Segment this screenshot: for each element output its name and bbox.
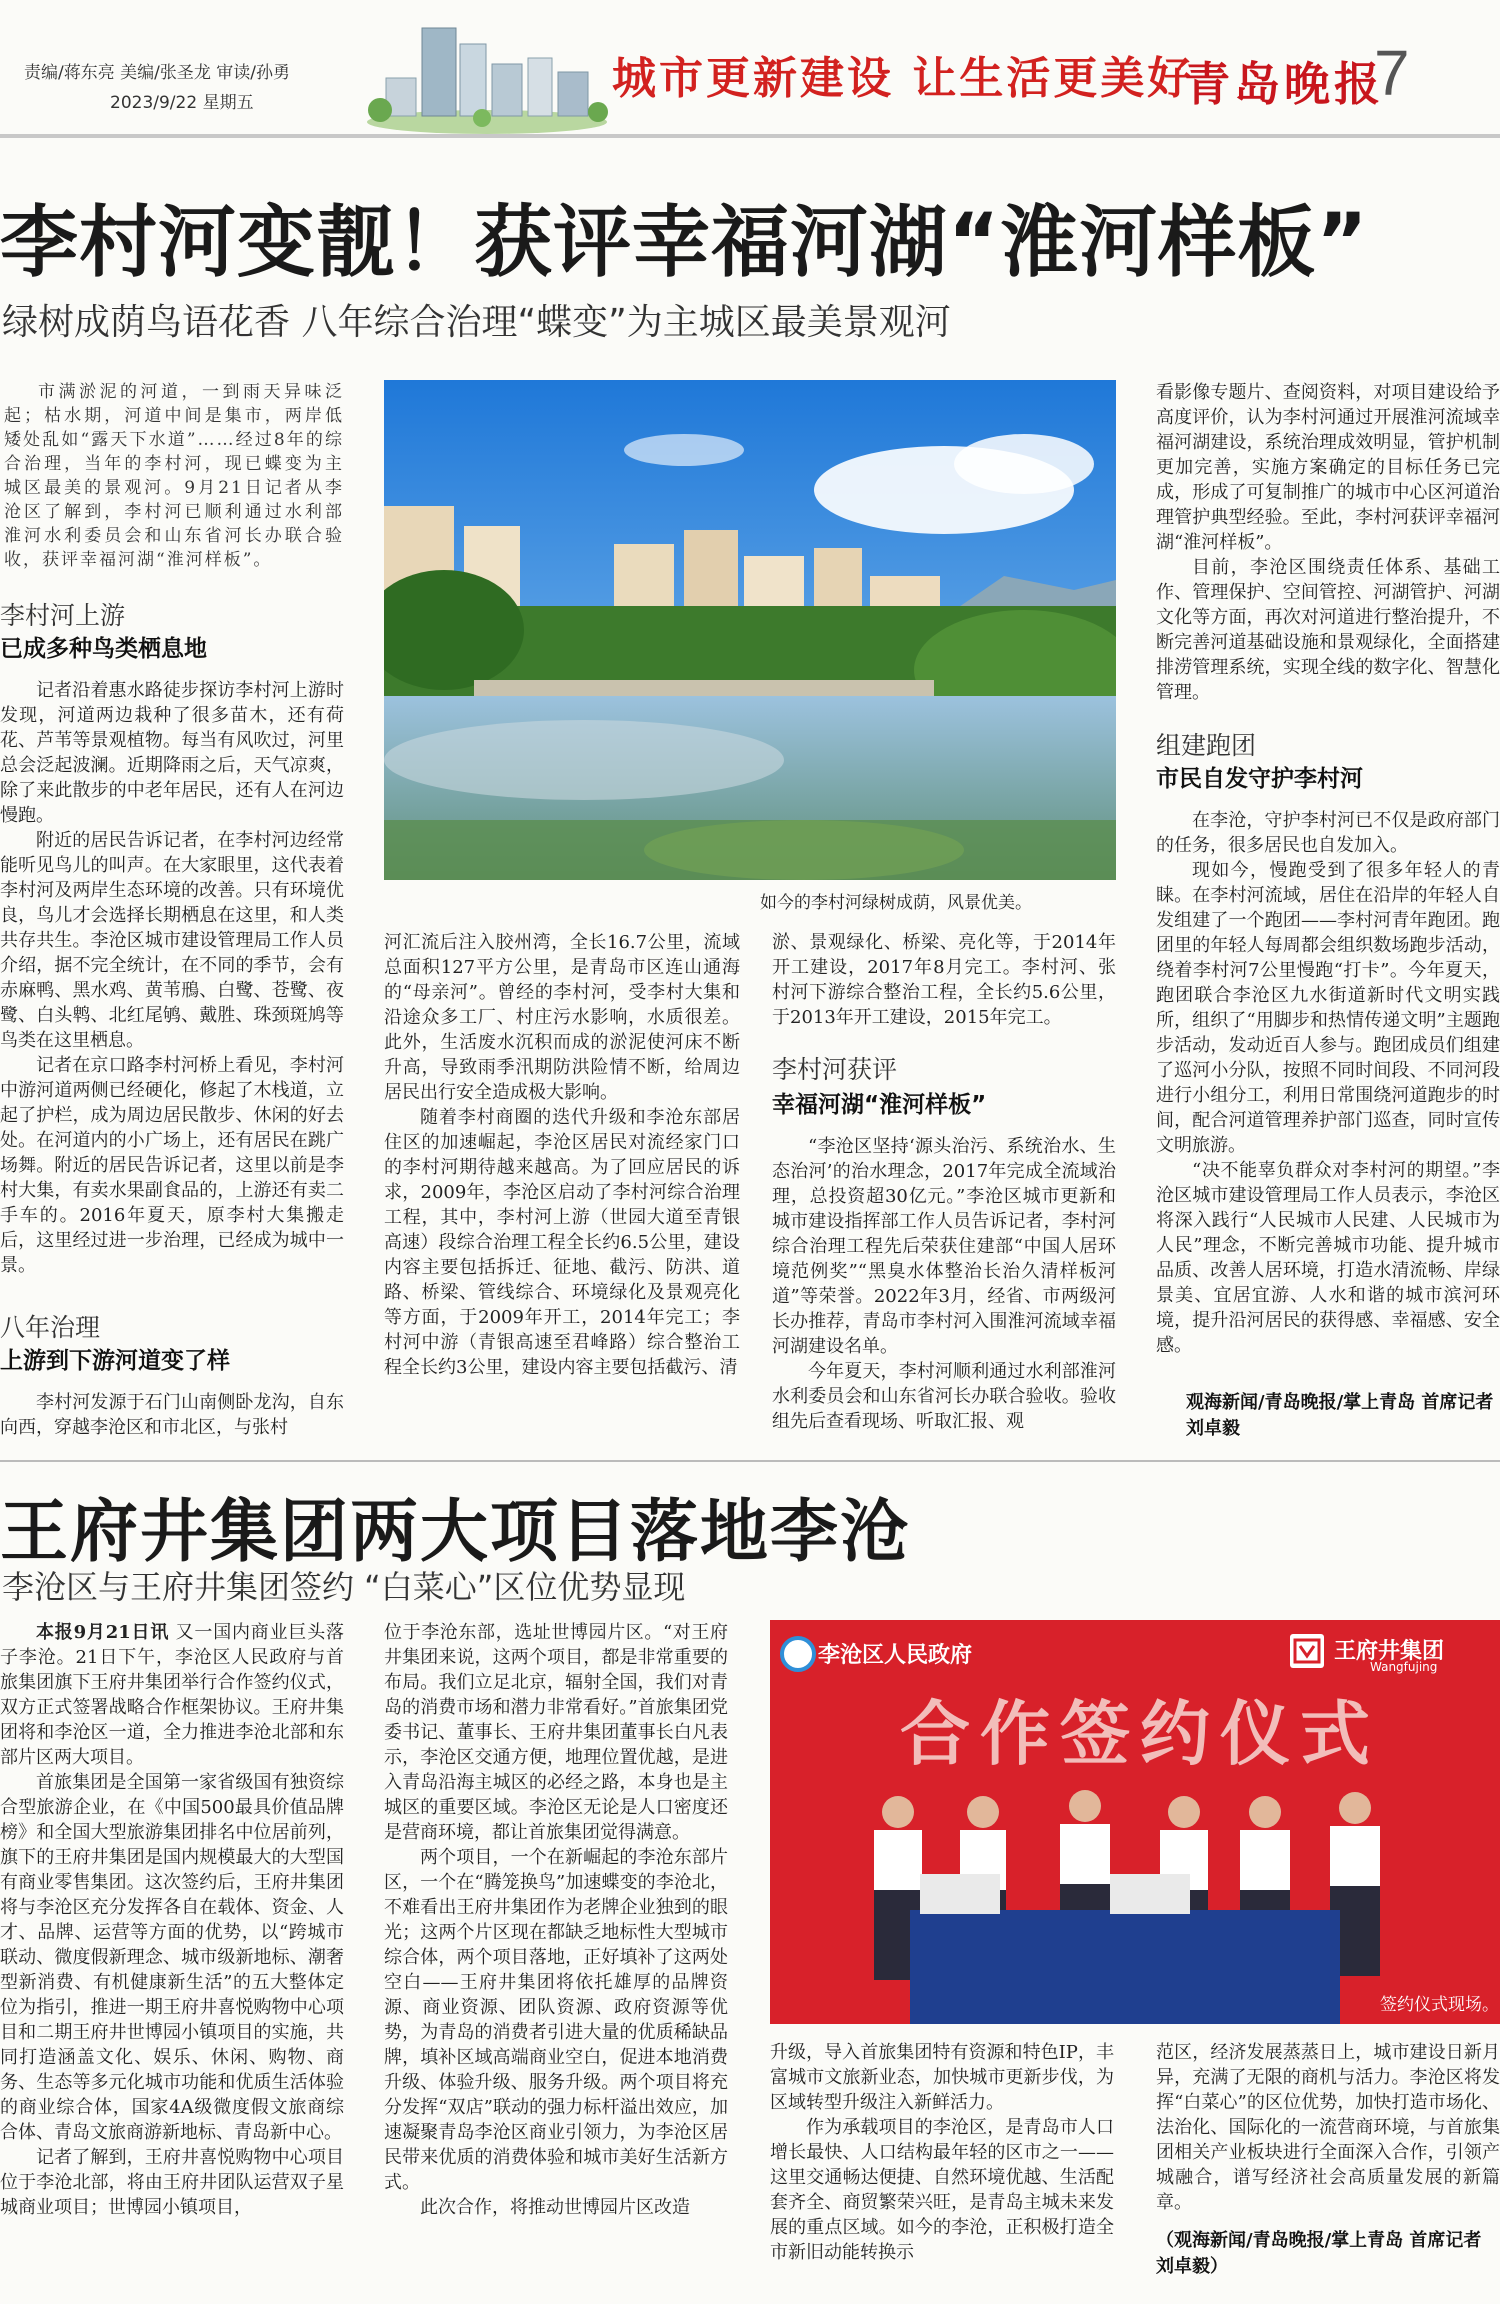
photo1-caption: 如今的李村河绿树成荫，风景优美。 bbox=[760, 893, 1032, 913]
editor-credits: 责编/蒋东亮 美编/张圣龙 审读/孙勇 bbox=[24, 63, 290, 83]
city-skyline-illustration bbox=[362, 18, 612, 136]
body-paragraph: 在李沧，守护李村河已不仅是政府部门的任务，很多居民也自发加入。 bbox=[1156, 810, 1500, 856]
section2-title: 八年治理 bbox=[0, 1313, 101, 1342]
signing-ceremony-photo bbox=[770, 1620, 1500, 2024]
body-paragraph: 升级，导入首旅集团特有资源和特色IP，丰富城市文旅新业态，加快城市更新步伐，为区域转型升级注入新鲜活力。 bbox=[770, 2042, 1114, 2113]
article1-subhead: 绿树成荫鸟语花香 八年综合治理“蝶变”为主城区最美景观河 bbox=[2, 302, 951, 343]
section4-subtitle: 市民自发守护李村河 bbox=[1156, 766, 1363, 792]
body-paragraph: 附近的居民告诉记者，在李村河边经常能听见鸟儿的叫声。在大家眼里，这代表着李村河及两岸生态环境的改善。只有环境优良，鸟儿才会选择长期栖息在这里，和人类共存共生。李沧区城市建设管理局工作人员介绍，据不完全统计，在不同的季节，会有赤麻鸭、黑水鸡、黄苇鳽、白鹭、苍鹭、夜鹭、白头鹎、北红尾鸲、戴胜、珠颈斑鸠等鸟类在这里栖息。 bbox=[0, 830, 344, 1051]
body-paragraph: 现如今，慢跑受到了很多年轻人的青睐。在李村河流域，居住在沿岸的年轻人自发组建了一个跑团——李村河青年跑团。跑团里的年轻人每周都会组织数场跑步活动，绕着李村河7公里慢跑“打卡”。今年夏天，跑团联合李沧区九水街道新时代文明实践所，组织了“用脚步和热情传递文明”主题跑步活动，发动近百人参与。跑团成员们组建了巡河小分队，按照不同时间段、不同河段进行小组分工，利用日常围绕河道跑步的时间，配合河道管理养护部门巡查，同时宣传文明旅游。 bbox=[1156, 860, 1500, 1156]
body-paragraph: 范区，经济发展蒸蒸日上，城市建设日新月异，充满了无限的商机与活力。李沧区将发挥“白菜心”的区位优势，加快打造市场化、法治化、国际化的一流营商环境，与首旅集团相关产业板块进行全面深入合作，引领产城融合，谱写经济社会高质量发展的新篇章。 bbox=[1156, 2042, 1500, 2213]
lead-paragraph: 市满淤泥的河道，一到雨天异味泛起；枯水期，河道中间是集市，两岸低矮处乱如“露天下水道”……经过8年的综合治理，当年的李村河，现已蝶变为主城区最美的景观河。9月21日记者从李沧区了解到，李村河已顺利通过水利部淮河水利委员会和山东省河长办联合验收，获评幸福河湖“淮河样板”。 bbox=[4, 382, 344, 570]
body-paragraph bbox=[0, 1620, 344, 1770]
body-paragraph: 位于李沧东部，选址世博园片区。“对王府井集团来说，这两个项目，都是非常重要的布局。我们立足北京，辐射全国，我们对青岛的消费市场和潜力非常看好。”首旅集团党委书记、董事长、王府井集团董事长白凡表示，李沧区交通方便，地理位置优越，是进入青岛沿海主城区的必经之路，本身也是主城区的重要区域。李沧区无论是人口密度还是营商环境，都让首旅集团觉得满意。 bbox=[384, 1622, 728, 1843]
body-paragraph: 淤、景观绿化、桥梁、亮化等，于2014年开工建设，2017年8月完工。李村河、张村河下游综合整治工程，全长约5.6公里，于2013年开工建设，2015年完工。 bbox=[772, 932, 1116, 1026]
article2-subhead: 李沧区与王府井集团签约 “白菜心”区位优势显现 bbox=[2, 1568, 686, 1606]
article1-byline: 观海新闻/青岛晚报/掌上青岛 首席记者 刘卓毅 bbox=[1186, 1392, 1494, 1439]
body-paragraph: 记者沿着惠水路徒步探访李村河上游时发现，河道两边栽种了很多苗木，还有荷花、芦苇等景观植物。每当有风吹过，河里总会泛起波澜。近期降雨之后，天气凉爽，除了来此散步的中老年居民，还有人在河边慢跑。 bbox=[0, 680, 344, 826]
article2-col2-body bbox=[384, 1620, 728, 2304]
body-paragraph: “决不能辜负群众对李村河的期望。”李沧区城市建设管理局工作人员表示，李沧区将深入践行“人民城市人民建、人民城市为人民”理念，不断完善城市功能、提升城市品质、改善人居环境，打造水清流畅、岸绿景美、宜居宜游、人水和谐的城市滨河环境，提升沿河居民的获得感、幸福感、安全感。 bbox=[1156, 1160, 1500, 1356]
page-number: 7 bbox=[1374, 37, 1410, 109]
article1-headline: 李村河变靓！获评幸福河湖“淮河样板” bbox=[0, 198, 1369, 288]
body-paragraph: 两个项目，一个在新崛起的李沧东部片区，一个在“腾笼换鸟”加速蝶变的李沧北，不难看出王府井集团作为老牌企业独到的眼光；这两个片区现在都缺乏地标性大型城市综合体，两个项目落地，正好填补了这两处空白——王府井集团将依托雄厚的品牌资源、商业资源、团队资源、政府资源等优势，为青岛的消费者引进大量的优质稀缺品牌，填补区域高端商业空白，促进本地消费升级、体验升级、服务升级。两个项目将充分发挥“双店”联动的强力标杆溢出效应，加速凝聚青岛李沧区商业引领力，为李沧区居民带来优质的消费体验和城市美好生活新方式。 bbox=[384, 1847, 728, 2193]
body-paragraph: 作为承载项目的李沧区，是青岛市人口增长最快、人口结构最年轻的区市之一——这里交通畅达便捷、自然环境优越、生活配套齐全、商贸繁荣兴旺，是青岛主城未来发展的重点区域。如今的李沧，正积极打造全市新旧动能转换示 bbox=[770, 2117, 1114, 2263]
article2-headline: 王府井集团两大项目落地李沧 bbox=[0, 1493, 911, 1572]
river-landscape-photo bbox=[384, 380, 1116, 880]
article2-col4-body bbox=[1156, 2040, 1500, 2222]
government-emblem-icon bbox=[780, 1636, 816, 1672]
body-paragraph: 记者在京口路李村河桥上看见，李村河中游河道两侧已经硬化，修起了木栈道，立起了护栏，成为周边居民散步、休闲的好去处。在河道内的小广场上，还有居民在跳广场舞。附近的居民告诉记者，这里以前是李村大集，有卖水果副食品的，上游还有卖二手车的。2016年夏天，原李村大集搬走后，这里经过进一步治理，已经成为城中一景。 bbox=[0, 1055, 344, 1276]
photo2-caption: 签约仪式现场。 bbox=[1380, 1995, 1499, 2015]
body-paragraph: 首旅集团是全国第一家省级国有独资综合型旅游企业，在《中国500最具价值品牌榜》和全国大型旅游集团排名中位居前列，旗下的王府井集团是国内规模最大的大型国有商业零售集团。这次签约后，王府井集团将与李沧区充分发挥各自在载体、资金、人才、品牌、运营等方面的优势，以“跨城市联动、微度假新理念、城市级新地标、潮奢型新消费、有机健康新生活”的五大整体定位为指引，推进一期王府井喜悦购物中心项目和二期王府井世博园小镇项目的实施，共同打造涵盖文化、娱乐、休闲、购物、商务、生态等多元化城市功能和优质生活体验的商业综合体，国家4A级微度假文旅商综合体、青岛文旅商游新地标、青岛新中心。 bbox=[0, 1772, 344, 2143]
body-paragraph: 记者了解到，王府井喜悦购物中心项目位于李沧北部，将由王府井团队运营双子星城商业项目；世博园小镇项目， bbox=[0, 2147, 344, 2218]
photo-banner-left: 李沧区人民政府 bbox=[818, 1643, 973, 1668]
article1-col1-body bbox=[0, 678, 344, 1308]
article-divider bbox=[0, 1460, 1500, 1462]
page-slogan: 城市更新建设 让生活更美好 bbox=[612, 53, 1195, 104]
article2-col3-body bbox=[770, 2040, 1114, 2304]
wangfujing-logo-icon bbox=[1290, 1634, 1324, 1668]
masthead-divider bbox=[0, 134, 1500, 138]
article1-col4-lower bbox=[1156, 808, 1500, 1388]
photo-banner-right: 王府井集团 bbox=[1334, 1639, 1445, 1664]
body-paragraph: 河汇流后注入胶州湾，全长16.7公里，流域总面积127平方公里，是青岛市区连山通海的“母亲河”。曾经的李村河，受李村大集和沿途众多工厂、村庄污水影响，水质很差。此外，生活废水沉积而成的淤泥使河床不断升高，导致雨季汛期防洪险情不断，给周边居民出行安全造成极大影响。 bbox=[384, 932, 740, 1103]
photo-banner-right-en: Wangfujing bbox=[1370, 1660, 1438, 1674]
body-paragraph: 看影像专题片、查阅资料，对项目建设给予高度评价，认为李村河通过开展淮河流域幸福河湖建设，系统治理成效明显，管护机制更加完善，实施方案确定的目标任务已完成，形成了可复制推广的城市中心区河道治理管护典型经验。至此，李村河获评幸福河湖“淮河样板”。 bbox=[1156, 382, 1500, 553]
issue-date: 2023/9/22 星期五 bbox=[110, 93, 254, 113]
article2-byline: （观海新闻/青岛晚报/掌上青岛 首席记者 刘卓毅） bbox=[1156, 2230, 1482, 2277]
body-paragraph: 此次合作，将推动世博园片区改造 bbox=[420, 2197, 690, 2218]
ceremony-backdrop-title: 合作签约仪式 bbox=[900, 1693, 1380, 1775]
article1-col2-body bbox=[384, 930, 740, 1440]
body-paragraph: 目前，李沧区围绕责任体系、基础工作、管理保护、空间管控、河湖管护、河湖文化等方面，再次对河道进行整治提升，不断完善河道基础设施和景观绿化，全面搭建排涝管理系统，实现全线的数字化、智慧化管理。 bbox=[1156, 557, 1500, 703]
article1-col3-body bbox=[772, 1134, 1116, 1440]
body-text: 又一国内商业巨头落子李沧。21日下午，李沧区人民政府与首旅集团旗下王府井集团举行合作签约仪式，双方正式签署战略合作框架协议。王府井集团将和李沧区一道，全力推进李沧北部和东部片区两大项目。 bbox=[0, 1622, 344, 1768]
section2-subtitle: 上游到下游河道变了样 bbox=[0, 1348, 230, 1374]
ceremony-people-illustration bbox=[770, 1770, 1500, 2024]
section4-title: 组建跑团 bbox=[1156, 731, 1257, 760]
page-credits bbox=[24, 58, 290, 118]
newspaper-name: 青岛晚报 bbox=[1184, 57, 1384, 111]
article1-lead bbox=[4, 380, 344, 596]
section3-title: 李村河获评 bbox=[772, 1055, 898, 1084]
section1-title: 李村河上游 bbox=[0, 601, 126, 630]
body-paragraph: 今年夏天，李村河顺利通过水利部淮河水利委员会和山东省河长办联合验收。验收组先后查看现场、听取汇报、观 bbox=[772, 1361, 1116, 1432]
section3-subtitle: 幸福河湖“淮河样板” bbox=[772, 1092, 987, 1118]
body-paragraph: “李沧区坚持‘源头治污、系统治水、生态治河’的治水理念，2017年完成全流域治理，总投资超30亿元。”李沧区城市更新和城市建设指挥部工作人员告诉记者，李村河综合治理工程先后荣获住建部“中国人居环境范例奖”“黑臭水体整治长治久清样板河道”等荣誉。2022年3月，经省、市两级河长办推荐，青岛市李村河入围淮河流域幸福河湖建设名单。 bbox=[772, 1136, 1116, 1357]
article2-col1-body bbox=[0, 1620, 344, 2304]
article1-col1-tail bbox=[0, 1390, 344, 1440]
body-paragraph: 李村河发源于石门山南侧卧龙沟，自东向西，穿越李沧区和市北区，与张村 bbox=[0, 1392, 344, 1438]
section1-subtitle: 已成多种鸟类栖息地 bbox=[0, 636, 207, 662]
dateline: 本报9月21日讯 bbox=[36, 1622, 170, 1643]
article1-col3-top bbox=[772, 930, 1116, 1026]
body-paragraph: 随着李村商圈的迭代升级和李沧东部居住区的加速崛起，李沧区居民对流经家门口的李村河期待越来越高。为了回应居民的诉求，2009年，李沧区启动了李村河综合治理工程，其中，李村河上游（世园大道至青银高速）段综合治理工程全长约6.5公里，建设内容主要包括拆迁、征地、截污、防洪、道路、桥梁、管线综合、环境绿化及景观亮化等方面，于2009年开工，2014年完工；李村河中游（青银高速至君峰路）综合整治工程全长约3公里，建设内容主要包括截污、清 bbox=[384, 1107, 740, 1378]
article1-col4-body bbox=[1156, 380, 1500, 720]
